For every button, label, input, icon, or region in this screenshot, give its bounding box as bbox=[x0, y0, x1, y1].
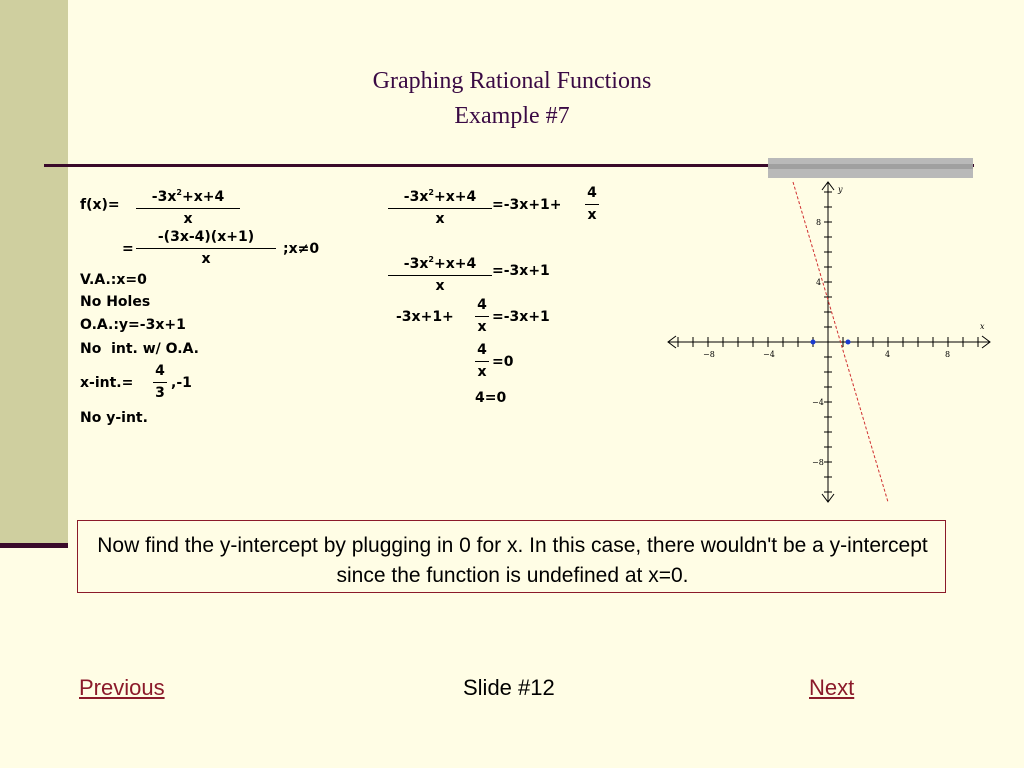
r3-denominator: x bbox=[477, 319, 487, 335]
r4-fraction bbox=[475, 342, 489, 380]
next-link[interactable]: Next bbox=[809, 675, 855, 700]
x-tick-label-8: 8 bbox=[945, 350, 951, 359]
x-intercept-fraction bbox=[153, 363, 167, 401]
r2-denominator: x bbox=[435, 278, 445, 294]
factored-denominator: x bbox=[201, 251, 211, 267]
explanation-box bbox=[77, 520, 946, 593]
x-tick-label-neg4: −4 bbox=[763, 350, 775, 359]
r1-remainder-denominator: x bbox=[587, 207, 597, 223]
x-intercept-point-4-3 bbox=[846, 340, 851, 345]
eq2-prefix: = bbox=[122, 241, 134, 257]
slide-title: Graphing Rational Functions bbox=[372, 68, 652, 94]
no-y-intercept: No y-int. bbox=[80, 410, 148, 426]
y-tick-label-4: 4 bbox=[816, 278, 822, 287]
r2-fraction: $-3x^2+x+4$ x bbox=[388, 252, 492, 294]
f-label: f(x)= bbox=[80, 197, 120, 213]
r3-lhs: -3x+1+ bbox=[396, 309, 454, 325]
y-axis-label: y bbox=[838, 185, 843, 194]
r3-rhs: =-3x+1 bbox=[492, 309, 550, 325]
r5-equation: 4=0 bbox=[475, 390, 507, 406]
sidebar-divider bbox=[0, 543, 68, 548]
r1-numerator: -3x bbox=[403, 189, 429, 205]
factored-fraction bbox=[136, 229, 276, 267]
domain-restriction: ;x≠0 bbox=[283, 241, 320, 257]
x-axis-label: x bbox=[980, 322, 985, 331]
r4-denominator: x bbox=[477, 364, 487, 380]
r1-middle: =-3x+1+ bbox=[492, 197, 562, 213]
r1-fraction: $-3x^2+x+4$ x bbox=[388, 185, 492, 227]
r1-remainder-numerator: 4 bbox=[587, 185, 597, 201]
r3-fraction bbox=[475, 297, 489, 335]
r4-rhs: =0 bbox=[492, 354, 514, 370]
f-numerator-rest: +x+4 bbox=[181, 189, 225, 205]
x-tick-label-neg8: −8 bbox=[703, 350, 715, 359]
x-tick-label-4: 4 bbox=[885, 350, 891, 359]
y-tick-label-8: 8 bbox=[816, 218, 822, 227]
previous-link[interactable]: Previous bbox=[79, 675, 165, 700]
x-intercept-numerator: 4 bbox=[155, 363, 165, 379]
y-tick-label-neg8: −8 bbox=[812, 458, 824, 467]
slide-subtitle: Example #7 bbox=[454, 103, 570, 129]
r2-numerator: -3x bbox=[403, 256, 429, 272]
r1-numerator-rest: +x+4 bbox=[433, 189, 477, 205]
f-numerator: -3x bbox=[151, 189, 177, 205]
y-tick-label-neg4: −4 bbox=[812, 398, 824, 407]
r4-numerator: 4 bbox=[477, 342, 487, 358]
holes-note: No Holes bbox=[80, 294, 151, 310]
x-intercept-label: x-int.= bbox=[80, 375, 134, 391]
x-intercept-second: ,-1 bbox=[171, 375, 192, 391]
r3-numerator: 4 bbox=[477, 297, 487, 313]
r1-denominator: x bbox=[435, 211, 445, 227]
explanation-text: Now find the y-intercept by plugging in 0 for x. In this case, there wouldn't be a y-intercept since the function is undefined at x=0. bbox=[97, 534, 928, 587]
oblique-asymptote: O.A.:y=-3x+1 bbox=[80, 317, 186, 333]
function-graph bbox=[660, 176, 1000, 506]
f-fraction: $-3x^2+x+4$ x bbox=[136, 185, 240, 227]
oa-intersection-note: No int. w/ O.A. bbox=[80, 341, 199, 357]
x-intercept-point-neg1 bbox=[811, 340, 816, 345]
f-denominator: x bbox=[183, 211, 193, 227]
slide-number: Slide #12 bbox=[463, 675, 555, 700]
r2-numerator-rest: +x+4 bbox=[433, 256, 477, 272]
x-intercept-denominator: 3 bbox=[155, 385, 165, 401]
factored-numerator: -(3x-4)(x+1) bbox=[157, 229, 255, 245]
vertical-asymptote: V.A.:x=0 bbox=[80, 272, 147, 288]
r2-rhs: =-3x+1 bbox=[492, 263, 550, 279]
decorative-gray-bar bbox=[768, 158, 973, 178]
r1-remainder-fraction bbox=[585, 185, 599, 223]
